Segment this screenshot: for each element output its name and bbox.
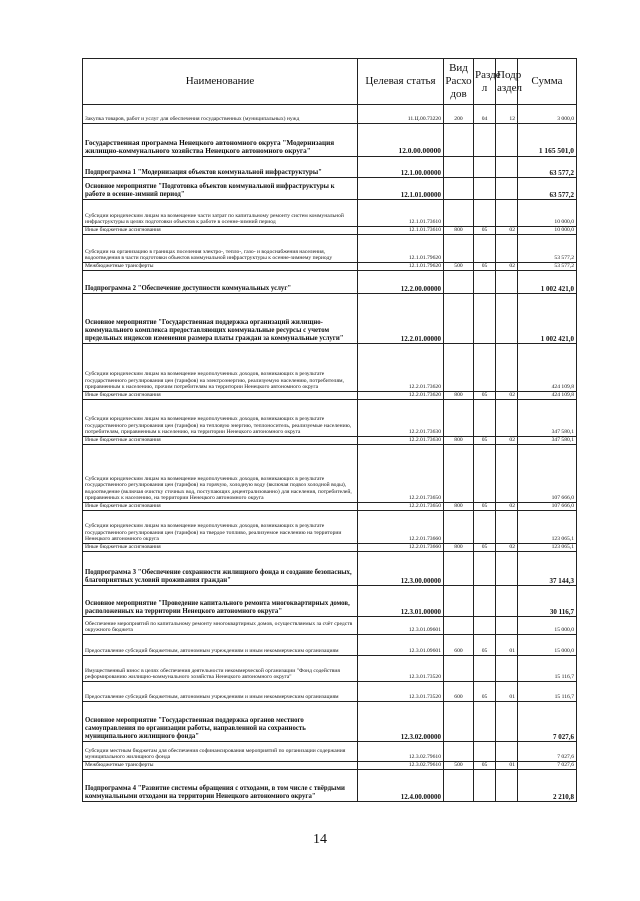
cell-vr: 600 xyxy=(444,635,474,656)
cell-vr: 800 xyxy=(444,544,474,552)
cell-pr xyxy=(496,770,518,802)
cell-sum: 3 000,0 xyxy=(518,105,577,124)
cell-rz xyxy=(474,294,496,344)
cell-name: Субсидии юридическим лицам на возмещение части затрат по капитальному ремонту систем коммунальной инфраструктуры в целях подготовки объектов к работе в осенне-зимний период xyxy=(83,200,358,227)
cell-vr xyxy=(444,702,474,742)
cell-name: Имущественный взнос в целях обеспечения деятельности некоммерческой организации "Фонд содействия реформированию жилищно-коммунального хозяйства Ненецкого автономного округа" xyxy=(83,656,358,682)
cell-name: Межбюджетные трансферты xyxy=(83,762,358,770)
cell-rz xyxy=(474,200,496,227)
cell-code: 12.2.01.73620 xyxy=(358,344,444,392)
table-row xyxy=(83,762,577,770)
cell-sum: 123 065,1 xyxy=(518,511,577,544)
cell-rz: 05 xyxy=(474,682,496,702)
cell-name: Субсидии юридическим лицам на возмещение недополученных доходов, возникающих в результате государственного регулирования цен (тарифов) на горячую, холодную воду (включая подвоз холодной воды), водоотведение (включая очистку сточных вод, поступающих децентрализованно) для населения, потребителей, приравненных к населению, на территории Ненецкого автономного округа xyxy=(83,445,358,503)
cell-rz: 05 xyxy=(474,544,496,552)
cell-code: 12.1.01.73610 xyxy=(358,227,444,235)
cell-name: Иные бюджетные ассигнования xyxy=(83,544,358,552)
cell-code: 12.1.01.73610 xyxy=(358,200,444,227)
table-row xyxy=(83,635,577,656)
cell-pr xyxy=(496,617,518,635)
table-row xyxy=(83,344,577,392)
cell-pr xyxy=(496,124,518,157)
cell-sum: 37 144,3 xyxy=(518,552,577,586)
cell-rz: 05 xyxy=(474,762,496,770)
cell-rz xyxy=(474,178,496,200)
cell-rz: 05 xyxy=(474,635,496,656)
cell-name: Предоставление субсидий бюджетным, автономным учреждениям и иным некоммерческим организациям xyxy=(83,682,358,702)
cell-pr: 01 xyxy=(496,762,518,770)
cell-rz xyxy=(474,511,496,544)
table-row xyxy=(83,124,577,157)
cell-rz xyxy=(474,617,496,635)
cell-name: Основное мероприятие "Проведение капитального ремонта многоквартирных домов, расположенных на территории Ненецкого автономного округа" xyxy=(83,586,358,617)
cell-vr xyxy=(444,124,474,157)
cell-name: Подпрограмма 4 "Развитие системы обращения с отходами, в том числе с твёрдыми коммунальными отходами на территории Ненецкого автономного округа" xyxy=(83,770,358,802)
table-row xyxy=(83,157,577,178)
cell-code: 12.3.01.73520 xyxy=(358,656,444,682)
cell-vr xyxy=(444,586,474,617)
cell-rz xyxy=(474,235,496,263)
cell-sum: 10 000,0 xyxy=(518,227,577,235)
cell-vr xyxy=(444,742,474,762)
cell-rz xyxy=(474,400,496,437)
table-row xyxy=(83,682,577,702)
cell-sum: 7 027,6 xyxy=(518,742,577,762)
cell-sum: 107 666,0 xyxy=(518,445,577,503)
cell-code: 12.2.01.73660 xyxy=(358,511,444,544)
cell-vr xyxy=(444,656,474,682)
cell-sum: 15 116,7 xyxy=(518,656,577,682)
cell-name: Основное мероприятие "Подготовка объектов коммунальной инфраструктуры к работе в осенне-зимний период" xyxy=(83,178,358,200)
cell-pr xyxy=(496,586,518,617)
cell-code: 12.2.01.73660 xyxy=(358,544,444,552)
col-header-vr: Вид Расхо дов xyxy=(444,59,474,105)
cell-name: Иные бюджетные ассигнования xyxy=(83,392,358,400)
table-row xyxy=(83,511,577,544)
cell-sum: 63 577,2 xyxy=(518,157,577,178)
cell-name: Субсидии на организацию в границах поселения электро-, тепло-, газо- и водоснабжения населения, водоотведения в части подготовки объектов коммунальной инфраструктуры к осенне-зимнему периоду xyxy=(83,235,358,263)
cell-code: 12.1.01.79620 xyxy=(358,235,444,263)
cell-sum: 7 027,6 xyxy=(518,702,577,742)
cell-name: Субсидии юридическим лицам на возмещение недополученных доходов, возникающих в результате государственного регулирования цен (тарифов) на твердое топливо, реализуемое населению на территории Ненецкого автономного округа xyxy=(83,511,358,544)
cell-vr: 500 xyxy=(444,263,474,271)
cell-code: 12.1.00.00000 xyxy=(358,157,444,178)
cell-name: Государственная программа Ненецкого автономного округа "Модернизация жилищно-коммунального хозяйства Ненецкого автономного округа" xyxy=(83,124,358,157)
cell-name: Подпрограмма 3 "Обеспечение сохранности жилищного фонда и создание безопасных, благоприятных условий проживания граждан" xyxy=(83,552,358,586)
cell-code: 12.3.01.09601 xyxy=(358,617,444,635)
cell-pr: 02 xyxy=(496,503,518,511)
cell-pr xyxy=(496,511,518,544)
cell-pr: 02 xyxy=(496,437,518,445)
cell-name: Субсидии местным бюджетам для обеспечения софинансирования мероприятий по организации содержания муниципального жилищного фонда xyxy=(83,742,358,762)
cell-name: Субсидии юридическим лицам на возмещение недополученных доходов, возникающих в результате государственного регулирования цен (тарифов) на электроэнергию, реализуемую населению, потребителям, приравненным к населению, прочим потребителям на территории Ненецкого автономного округа xyxy=(83,344,358,392)
cell-pr xyxy=(496,294,518,344)
cell-pr xyxy=(496,235,518,263)
table-row xyxy=(83,544,577,552)
table-row xyxy=(83,552,577,586)
cell-code: 12.4.00.00000 xyxy=(358,770,444,802)
cell-code: 12.2.01.73650 xyxy=(358,445,444,503)
table-row xyxy=(83,271,577,294)
cell-vr: 600 xyxy=(444,682,474,702)
col-header-code: Целевая статья xyxy=(358,59,444,105)
cell-name: Иные бюджетные ассигнования xyxy=(83,227,358,235)
table-row xyxy=(83,656,577,682)
cell-rz xyxy=(474,770,496,802)
page-number: 14 xyxy=(313,832,327,847)
cell-sum: 15 116,7 xyxy=(518,682,577,702)
cell-vr xyxy=(444,344,474,392)
cell-vr xyxy=(444,235,474,263)
col-header-sum: Сумма xyxy=(518,59,577,105)
cell-name: Межбюджетные трансферты xyxy=(83,263,358,271)
cell-code: 12.1.01.79620 xyxy=(358,263,444,271)
cell-rz xyxy=(474,656,496,682)
cell-code: 12.3.02.79610 xyxy=(358,762,444,770)
cell-vr xyxy=(444,617,474,635)
cell-rz: 05 xyxy=(474,263,496,271)
col-header-rz: Разде л xyxy=(474,59,496,105)
budget-table xyxy=(82,58,577,802)
cell-vr xyxy=(444,770,474,802)
cell-name: Субсидии юридическим лицам на возмещение недополученных доходов, возникающих в результате государственного регулирования цен (тарифов) на тепловую энергию, теплоноситель, реализуемые населению, потребителям, приравненным к населению, на территории Ненецкого автономного округа xyxy=(83,400,358,437)
cell-pr xyxy=(496,445,518,503)
cell-code: 12.2.00.00000 xyxy=(358,271,444,294)
cell-pr: 02 xyxy=(496,392,518,400)
cell-pr: 12 xyxy=(496,105,518,124)
cell-pr xyxy=(496,400,518,437)
cell-pr xyxy=(496,200,518,227)
cell-vr xyxy=(444,178,474,200)
cell-rz: 05 xyxy=(474,437,496,445)
cell-vr: 800 xyxy=(444,503,474,511)
cell-sum: 123 065,1 xyxy=(518,544,577,552)
cell-code: 12.3.01.00000 xyxy=(358,586,444,617)
table-row xyxy=(83,392,577,400)
cell-code: 12.2.01.73630 xyxy=(358,437,444,445)
cell-sum: 107 666,0 xyxy=(518,503,577,511)
cell-code: 11.Ц.00.73220 xyxy=(358,105,444,124)
cell-pr xyxy=(496,271,518,294)
cell-rz xyxy=(474,702,496,742)
cell-code: 12.2.01.73630 xyxy=(358,400,444,437)
cell-pr xyxy=(496,178,518,200)
table-row xyxy=(83,503,577,511)
cell-rz xyxy=(474,344,496,392)
cell-sum: 1 165 501,0 xyxy=(518,124,577,157)
cell-name: Подпрограмма 2 "Обеспечение доступности коммунальных услуг" xyxy=(83,271,358,294)
cell-pr: 01 xyxy=(496,682,518,702)
cell-rz xyxy=(474,271,496,294)
cell-sum: 63 577,2 xyxy=(518,178,577,200)
cell-rz xyxy=(474,586,496,617)
cell-rz xyxy=(474,124,496,157)
cell-name: Подпрограмма 1 "Модернизация объектов коммунальной инфраструктуры" xyxy=(83,157,358,178)
cell-code: 12.3.01.09601 xyxy=(358,635,444,656)
cell-pr xyxy=(496,742,518,762)
table-row xyxy=(83,617,577,635)
cell-sum: 15 000,0 xyxy=(518,635,577,656)
cell-code: 12.3.02.79610 xyxy=(358,742,444,762)
cell-pr xyxy=(496,344,518,392)
cell-name: Иные бюджетные ассигнования xyxy=(83,503,358,511)
cell-code: 12.3.00.00000 xyxy=(358,552,444,586)
cell-sum: 2 210,8 xyxy=(518,770,577,802)
cell-rz xyxy=(474,157,496,178)
cell-sum: 53 577,2 xyxy=(518,235,577,263)
cell-sum: 347 580,1 xyxy=(518,437,577,445)
cell-name: Основное мероприятие "Государственная поддержка организаций жилищно-коммунального комплекса предоставляющих коммунальные ресурсы с учетом предельных индексов изменения размера платы граждан за коммунальные услуги" xyxy=(83,294,358,344)
cell-vr xyxy=(444,511,474,544)
cell-name: Закупка товаров, работ и услуг для обеспечения государственных (муниципальных) нужд xyxy=(83,105,358,124)
table-row xyxy=(83,586,577,617)
table-row xyxy=(83,400,577,437)
cell-pr xyxy=(496,702,518,742)
cell-code: 12.2.01.73650 xyxy=(358,503,444,511)
table-body xyxy=(83,105,577,802)
table-row xyxy=(83,235,577,263)
cell-sum: 7 027,6 xyxy=(518,762,577,770)
cell-vr: 800 xyxy=(444,392,474,400)
table-row xyxy=(83,227,577,235)
cell-sum: 1 002 421,0 xyxy=(518,294,577,344)
cell-sum: 15 000,0 xyxy=(518,617,577,635)
table-row xyxy=(83,742,577,762)
cell-code: 12.2.01.00000 xyxy=(358,294,444,344)
table-row xyxy=(83,263,577,271)
table-row xyxy=(83,770,577,802)
cell-vr: 500 xyxy=(444,762,474,770)
col-header-pr: Подр аздел xyxy=(496,59,518,105)
cell-code: 12.3.02.00000 xyxy=(358,702,444,742)
table-row xyxy=(83,200,577,227)
cell-vr xyxy=(444,400,474,437)
cell-name: Основное мероприятие "Государственная поддержка органов местного самоуправления по организации работы, направленной на сохранность муниципального жилищного фонда" xyxy=(83,702,358,742)
table-row xyxy=(83,294,577,344)
cell-rz: 05 xyxy=(474,503,496,511)
cell-pr xyxy=(496,157,518,178)
cell-name: Обеспечение мероприятий по капитальному ремонту многоквартирных домов, осуществляемых за счёт средств окружного бюджета xyxy=(83,617,358,635)
cell-name: Иные бюджетные ассигнования xyxy=(83,437,358,445)
cell-sum: 347 580,1 xyxy=(518,400,577,437)
cell-pr: 02 xyxy=(496,544,518,552)
cell-rz xyxy=(474,445,496,503)
cell-code: 12.0.00.00000 xyxy=(358,124,444,157)
cell-sum: 424 109,8 xyxy=(518,392,577,400)
cell-vr: 200 xyxy=(444,105,474,124)
cell-vr xyxy=(444,271,474,294)
table-row xyxy=(83,105,577,124)
cell-sum: 1 002 421,0 xyxy=(518,271,577,294)
table-row xyxy=(83,178,577,200)
cell-sum: 10 000,0 xyxy=(518,200,577,227)
cell-pr: 02 xyxy=(496,263,518,271)
cell-vr xyxy=(444,552,474,586)
cell-pr: 01 xyxy=(496,635,518,656)
cell-code: 12.1.01.00000 xyxy=(358,178,444,200)
cell-rz xyxy=(474,552,496,586)
cell-pr xyxy=(496,552,518,586)
table-row xyxy=(83,702,577,742)
cell-name: Предоставление субсидий бюджетным, автономным учреждениям и иным некоммерческим организациям xyxy=(83,635,358,656)
cell-vr xyxy=(444,200,474,227)
cell-vr xyxy=(444,445,474,503)
cell-pr: 02 xyxy=(496,227,518,235)
col-header-name: Наименование xyxy=(83,59,358,105)
cell-vr: 800 xyxy=(444,227,474,235)
cell-vr: 800 xyxy=(444,437,474,445)
cell-vr xyxy=(444,157,474,178)
cell-rz xyxy=(474,742,496,762)
cell-rz: 04 xyxy=(474,105,496,124)
cell-rz: 05 xyxy=(474,392,496,400)
table-header-row xyxy=(83,59,577,105)
cell-rz: 05 xyxy=(474,227,496,235)
cell-sum: 30 116,7 xyxy=(518,586,577,617)
table-row xyxy=(83,437,577,445)
cell-vr xyxy=(444,294,474,344)
cell-code: 12.2.01.73620 xyxy=(358,392,444,400)
table-row xyxy=(83,445,577,503)
cell-code: 12.3.01.73520 xyxy=(358,682,444,702)
cell-sum: 424 109,8 xyxy=(518,344,577,392)
cell-pr xyxy=(496,656,518,682)
cell-sum: 53 577,2 xyxy=(518,263,577,271)
